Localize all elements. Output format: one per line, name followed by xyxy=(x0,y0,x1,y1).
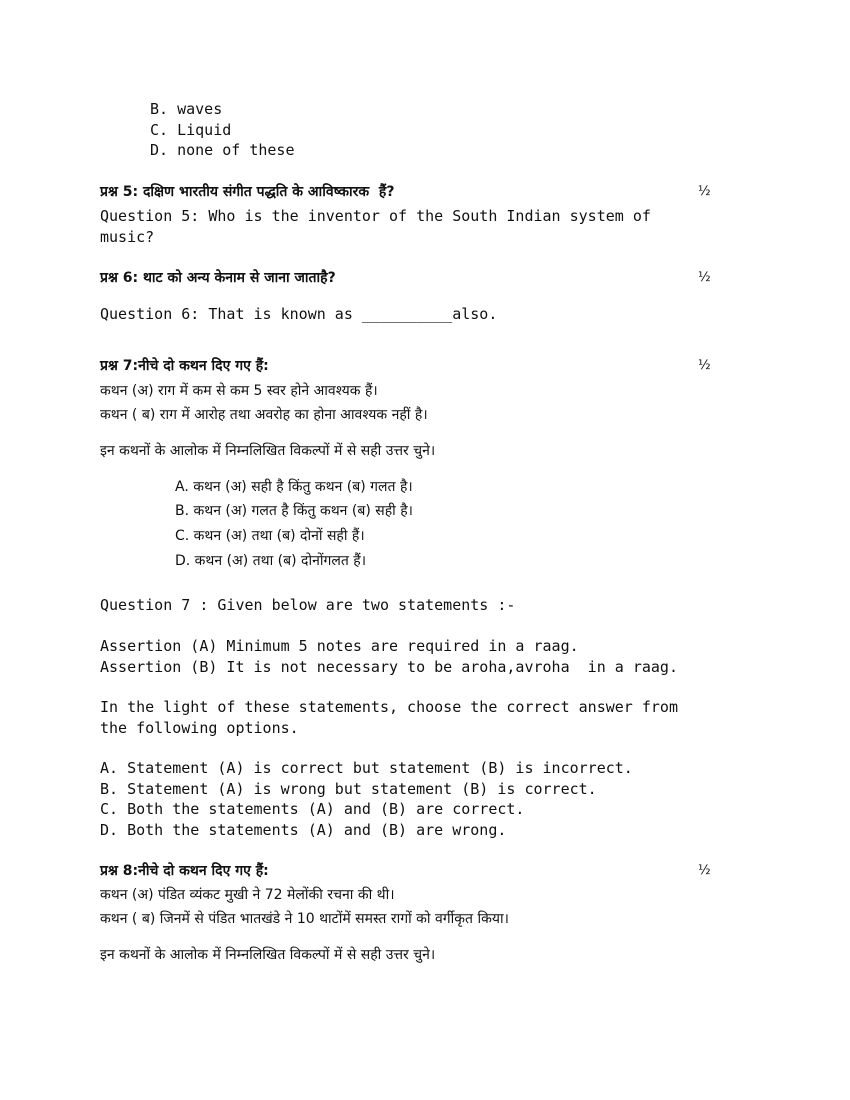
q7-option-a-en: A. Statement (A) is correct but statement (B) is incorrect. xyxy=(100,759,633,777)
q7-option-a-hi: A. कथन (अ) सही है किंतु कथन (ब) गलत है। xyxy=(175,479,413,495)
q7-assertion-b-en: Assertion (B) It is not necessary to be aroha,avroha in a raag. xyxy=(100,658,678,676)
q6-english-question: Question 6: That is known as __________also. xyxy=(100,305,498,323)
q8-statement-a-hi: कथन (अ) पंडित व्यंकट मुखी ने 72 मेलोंकी रचना की थी। xyxy=(100,887,395,903)
q5-marks: ½ xyxy=(698,184,711,199)
q5-hindi-question: प्रश्न 5: दक्षिण भारतीय संगीत पद्धति के आविष्कारक हैं? xyxy=(100,184,395,200)
q7-instruction-en-line-2: the following options. xyxy=(100,719,299,737)
q4-option-b: B. waves xyxy=(150,100,223,118)
q7-instruction-en-line-1: In the light of these statements, choose the correct answer from xyxy=(100,698,678,716)
q4-option-c: C. Liquid xyxy=(150,121,232,139)
q6-hindi-question: प्रश्न 6: थाट को अन्य केनाम से जाना जाताहै? xyxy=(100,270,336,286)
q6-marks: ½ xyxy=(698,270,711,285)
q7-option-b-en: B. Statement (A) is wrong but statement (B) is correct. xyxy=(100,780,597,798)
q7-marks: ½ xyxy=(698,358,711,373)
q8-instruction-hi: इन कथनों के आलोक में निम्नलिखित विकल्पों में से सही उत्तर चुने। xyxy=(100,947,436,963)
q8-hindi-question: प्रश्न 8:नीचे दो कथन दिए गए हैं: xyxy=(100,863,269,879)
q7-option-d-en: D. Both the statements (A) and (B) are wrong. xyxy=(100,821,507,839)
q7-hindi-question: प्रश्न 7:नीचे दो कथन दिए गए हैं: xyxy=(100,358,269,374)
q7-option-b-hi: B. कथन (अ) गलत है किंतु कथन (ब) सही है। xyxy=(175,503,413,519)
q8-marks: ½ xyxy=(698,863,711,878)
q7-instruction-hi: इन कथनों के आलोक में निम्नलिखित विकल्पों में से सही उत्तर चुने। xyxy=(100,443,436,459)
q7-option-c-en: C. Both the statements (A) and (B) are correct. xyxy=(100,800,525,818)
q7-option-d-hi: D. कथन (अ) तथा (ब) दोनोंगलत हैं। xyxy=(175,553,367,569)
q4-option-d: D. none of these xyxy=(150,141,295,159)
q7-statement-a-hi: कथन (अ) राग में कम से कम 5 स्वर होने आवश्यक हैं। xyxy=(100,383,378,399)
q5-english-line-1: Question 5: Who is the inventor of the South Indian system of xyxy=(100,207,651,225)
q7-assertion-a-en: Assertion (A) Minimum 5 notes are required in a raag. xyxy=(100,637,579,655)
q7-statement-b-hi: कथन ( ब) राग में आरोह तथा अवरोह का होना आवश्यक नहीं है। xyxy=(100,407,428,423)
q7-english-title: Question 7 : Given below are two statements :- xyxy=(100,596,516,614)
q7-option-c-hi: C. कथन (अ) तथा (ब) दोनों सही हैं। xyxy=(175,528,365,544)
q5-english-line-2: music? xyxy=(100,228,155,246)
q8-statement-b-hi: कथन ( ब) जिनमें से पंडित भातखंडे ने 10 थाटोंमें समस्त रागों को वर्गीकृत किया। xyxy=(100,911,509,927)
